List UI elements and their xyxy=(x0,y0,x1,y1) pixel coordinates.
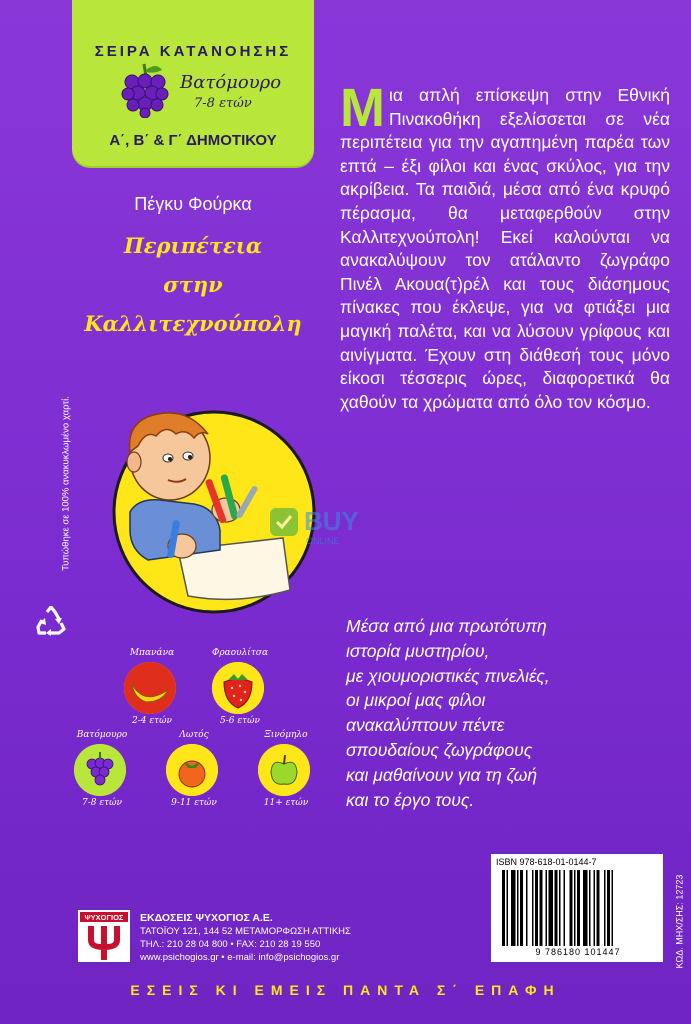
machine-code xyxy=(672,858,686,968)
barcode-bar xyxy=(594,870,596,946)
badge-circle xyxy=(212,662,264,714)
publisher-web: www.psichogios.gr • e-mail: info@psichogios.gr xyxy=(140,952,340,963)
barcode-bar xyxy=(546,870,548,946)
book-title xyxy=(72,226,314,343)
badge-age: 2-4 ετών xyxy=(132,716,172,726)
author-name: Πέγκυ Φούρκα xyxy=(134,194,252,214)
tagline-line: Μέσα από μια πρωτότυπη xyxy=(346,616,547,636)
barcode-bar xyxy=(502,870,505,946)
grape-icon xyxy=(74,744,126,796)
barcode-number: 9 786180 101447 xyxy=(535,947,621,957)
book-description xyxy=(340,78,670,414)
badge-age: 5-6 ετών xyxy=(220,716,260,726)
book-title-line: Περιπέτεια xyxy=(123,233,263,258)
series-badge-persimmon xyxy=(160,730,228,816)
badge-label: Ξινόμηλο xyxy=(264,730,308,740)
publisher-logo-text: ΨΥΧΟΓΙΟΣ xyxy=(84,913,124,922)
recycle-icon xyxy=(36,606,66,636)
watermark-main: BUY xyxy=(304,506,359,536)
badge-circle xyxy=(166,744,218,796)
barcode-bar xyxy=(570,870,573,946)
publisher-address: ΤΑΤΟΪΟΥ 121, 144 52 ΜΕΤΑΜΟΡΦΩΣΗ ΑΤΤΙΚΗΣ xyxy=(140,926,351,937)
barcode-bar xyxy=(526,870,528,946)
barcode-bar xyxy=(540,870,543,946)
recycled-paper-note xyxy=(56,370,76,600)
tagline-line: ιστορία μυστηρίου, xyxy=(346,640,490,661)
barcode-bar xyxy=(607,870,610,946)
persimmon-icon xyxy=(166,744,218,796)
drop-cap: Μ xyxy=(340,78,385,138)
badge-age: 9-11 ετών xyxy=(171,798,217,808)
tagline-line: με χιουμοριστικές πινελιές, xyxy=(346,665,550,686)
barcode-bar xyxy=(549,870,554,946)
barcode-bar xyxy=(511,870,516,946)
barcode-bar xyxy=(517,870,519,946)
series-label-box xyxy=(72,0,314,166)
watermark-sub: ONLINE xyxy=(306,536,340,546)
publisher-name: ΕΚΔΟΣΕΙΣ ΨΥΧΟΓΙΟΣ Α.Ε. xyxy=(140,912,273,924)
badge-age: 11+ ετών xyxy=(263,798,309,808)
series-grades: Α΄, Β΄ & Γ΄ ΔΗΜΟΤΙΚΟΥ xyxy=(109,132,277,149)
badge-age: 7-8 ετών xyxy=(82,798,122,808)
series-age: 7-8 ετών xyxy=(194,96,252,111)
barcode-bar xyxy=(555,870,558,946)
barcode-icon xyxy=(498,870,658,946)
series-title: ΣΕΙΡΑ ΚΑΤΑΝΟΗΣΗΣ xyxy=(94,43,292,60)
series-badge-strawberry xyxy=(206,648,274,734)
tagline-line: και το έργο τους. xyxy=(346,789,475,810)
barcode-bar xyxy=(520,870,523,946)
machine-code-text: ΚΩΔ. ΜΗΧ/ΣΗΣ: 12723 xyxy=(674,874,685,969)
barcode-bar xyxy=(507,870,509,946)
publisher-phone: ΤΗΛ.: 210 28 04 800 • FAX: 210 28 19 550 xyxy=(140,939,321,950)
strawberry-icon xyxy=(212,662,264,714)
tagline-line: ανακαλύπτουν πέντε xyxy=(346,715,505,736)
barcode-bar xyxy=(535,870,538,946)
badge-circle xyxy=(124,662,176,714)
banana-icon xyxy=(124,662,176,714)
barcode-bar xyxy=(604,870,606,946)
badge-circle xyxy=(258,744,310,796)
barcode-bar xyxy=(589,870,591,946)
book-title-line: στην xyxy=(163,272,223,297)
tagline-line: οι μικροί μας φίλοι xyxy=(346,690,486,711)
publisher-slogan: ΕΣΕΙΣ ΚΙ ΕΜΕΙΣ ΠΑΝΤΑ Σ΄ ΕΠΑΦΗ xyxy=(130,982,561,998)
badge-circle xyxy=(74,744,126,796)
series-brand: Βατόμουρο xyxy=(180,72,282,93)
buyonline-watermark xyxy=(266,498,426,550)
barcode-bar xyxy=(564,870,566,946)
book-title-line: Καλλιτεχνούπολη xyxy=(84,311,302,336)
barcode-bar xyxy=(577,870,580,946)
barcode-bar xyxy=(583,870,588,946)
badge-label: Λωτός xyxy=(179,730,209,740)
description-text: ια απλή επίσκεψη στην Εθνική Πινακοθήκη εξελίσσεται σε νέα περιπέτεια για την αγαπημένη παρέα των επτά – έξι φίλοι και ένας σκύλος, για την ακρίβεια. Τα παιδιά, μέσα από ένα κρυφό πέρασμα, θα μεταφερθούν στην Καλλιτεχνούπολη! Εκεί καλούνται να ανακαλύψουν τον ατάλαντο ζωγράφο Πινέλ Ακουα(τ)ρέλ και τους διάσημους πίνακες που έκλεψε, για να φτιάξει μια μαγική παλέτα, και να λύσουν γρίφους και αινίγματα. Έχουν στη διάθεσή τους μόνο είκοσι τέσσερις ώρες, διαφορετικά θα χαθούν τα χρώματα από όλο τον κόσμο. xyxy=(340,85,670,412)
isbn-label: ISBN 978-618-01-0144-7 xyxy=(496,857,597,867)
barcode-bar xyxy=(559,870,561,946)
apple-icon xyxy=(258,744,310,796)
barcode-bar xyxy=(532,870,534,946)
series-badge-apple xyxy=(252,730,320,816)
barcode-bar xyxy=(612,870,614,946)
tagline-line: σπουδαίους ζωγράφους xyxy=(346,739,533,760)
badge-label: Φραουλίτσα xyxy=(211,648,269,658)
barcode-bar xyxy=(574,870,576,946)
tagline-line: και μαθαίνουν για τη ζωή xyxy=(346,764,538,785)
barcode-bar xyxy=(597,870,600,946)
recycled-paper-text: Τυπώθηκε σε 100% ανακυκλωμένο χαρτί. xyxy=(60,396,72,571)
publisher-logo xyxy=(78,910,130,962)
grape-icon xyxy=(120,62,170,118)
badge-label: Βατόμουρο xyxy=(76,730,128,740)
book-tagline xyxy=(346,614,646,812)
series-badge-grape xyxy=(68,730,136,816)
badge-label: Μπανάνα xyxy=(129,648,175,658)
series-badge-banana xyxy=(118,648,186,734)
